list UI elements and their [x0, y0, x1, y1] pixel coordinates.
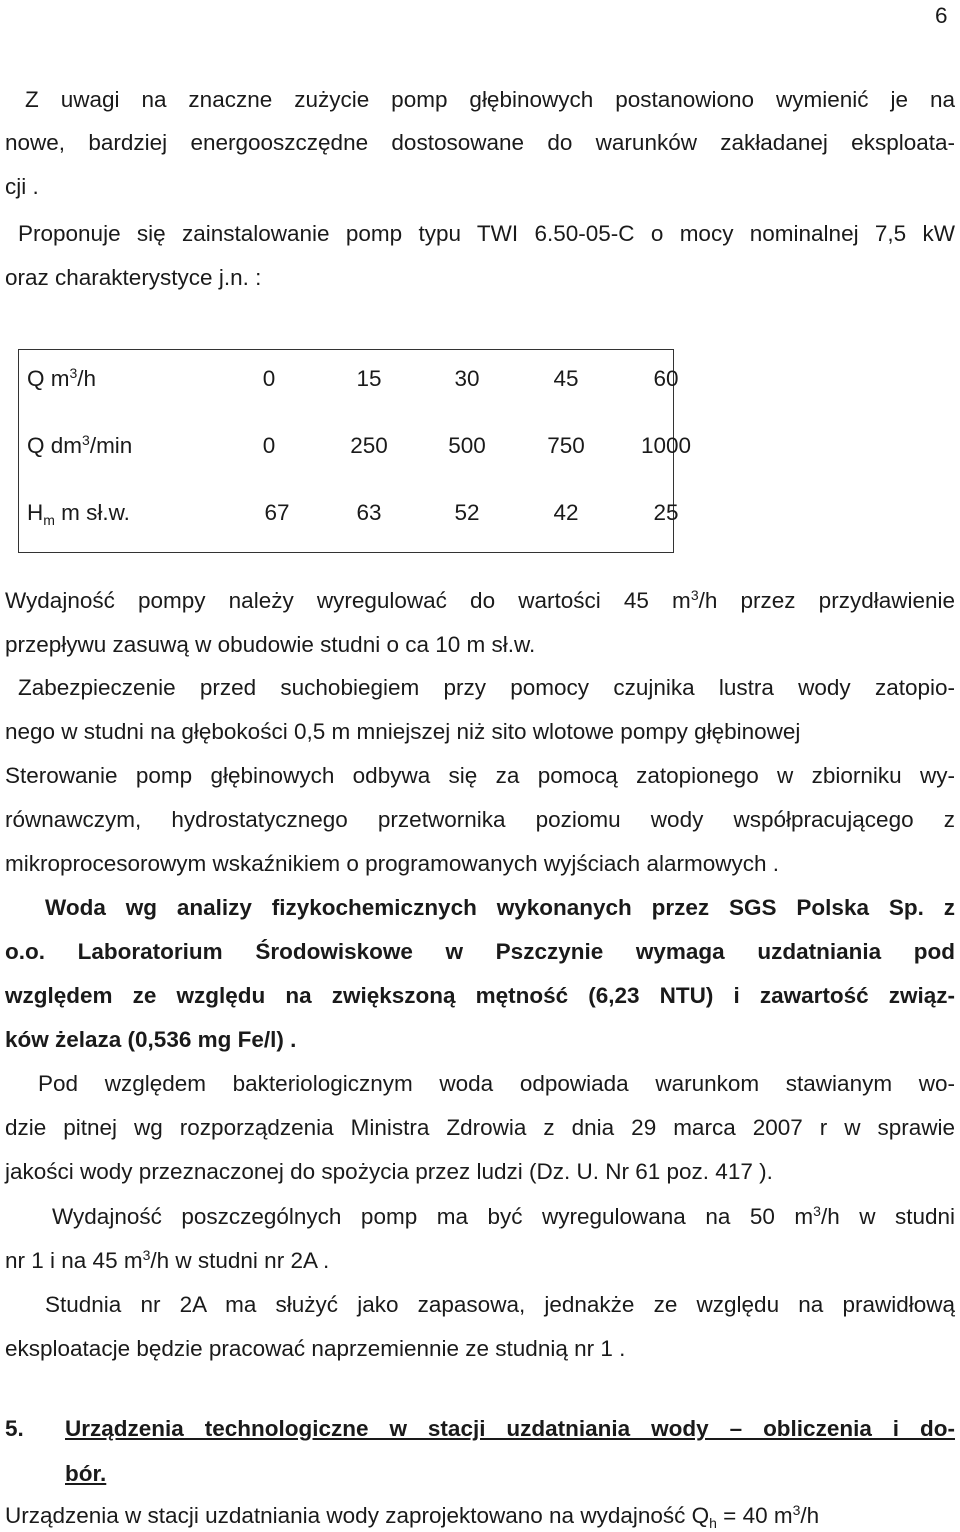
row-label: $H_m$ m sł.w. [27, 500, 130, 528]
table-cell: 45 [553, 366, 579, 391]
table-cell: 42 [553, 500, 579, 525]
table-row [19, 426, 692, 466]
table-cell: 67 [264, 500, 290, 525]
row-label: Q $m^3/h$ [27, 365, 97, 391]
text-line: ków żelaza (0,536 mg Fe/l) . [5, 1027, 297, 1052]
text-line: przepływu zasuwą w obudowie studni o ca 10 m sł.w. [5, 632, 536, 657]
text-line: Zabezpieczenie przed suchobiegiem przy pomocy czujnika lustra wody zatopio- [18, 675, 955, 700]
paragraph-design-capacity: Urządzenia w stacji uzdatniania wody zaprojektowano na wydajność $Q_h = 40$ $m^3/h$ [5, 1502, 820, 1531]
section-title-line: Urządzenia technologiczne w stacji uzdatniania wody – obliczenia i do- [65, 1416, 955, 1441]
text-line: Z uwagi na znaczne zużycie pomp głębinowych postanowiono wymienić je na [25, 87, 955, 112]
text-line: Pod względem bakteriologicznym woda odpowiada warunkom stawianym wo- [38, 1071, 955, 1096]
text-line: Woda wg analizy fizykochemicznych wykonanych przez SGS Polska Sp. z [45, 895, 955, 920]
text-line: cji . [5, 174, 39, 199]
text-line: eksploatacje będzie pracować naprzemiennie ze studnią nr 1 . [5, 1336, 626, 1361]
table-cell: 250 [350, 433, 388, 458]
text-line: względem ze względu na zwiększoną mętność (6,23 NTU) i zawartość związ- [5, 983, 955, 1008]
text-line: Wydajność pompy należy wyregulować do wartości 45 $m^3/h$ przez przydławienie [5, 587, 956, 613]
table-cell: 60 [653, 366, 679, 391]
table-cell: 25 [653, 500, 679, 525]
table-cell: 0 [262, 433, 276, 458]
row-label: Q $dm^3/\min$ [27, 432, 133, 458]
text-line: równawczym, hydrostatycznego przetwornika poziomu wody współpracującego z [5, 807, 955, 832]
text-line: o.o. Laboratorium Środowiskowe w Pszczynie wymaga uzdatniania pod [5, 939, 955, 964]
section-title-line: bór. [65, 1461, 107, 1486]
text-line: Studnia nr 2A ma służyć jako zapasowa, jednakże ze względu na prawidłową [45, 1292, 955, 1317]
table-cell: 500 [448, 433, 486, 458]
text-line: nr 1 i na 45 $m^3/h$ w studni nr 2A . [5, 1247, 330, 1273]
table-cell: 63 [356, 500, 382, 525]
table-cell: 1000 [640, 433, 692, 458]
section-number: 5. [5, 1416, 24, 1441]
table-cell: 30 [454, 366, 480, 391]
text-line: mikroprocesorowym wskaźnikiem o programowanych wyjściach alarmowych . [5, 851, 779, 876]
text-line: Wydajność poszczególnych pomp ma być wyregulowana na 50 $m^3/h$ w studni [52, 1203, 955, 1229]
text-line: Proponuje się zainstalowanie pomp typu TWI 6.50-05-C o mocy nominalnej 7,5 kW [18, 221, 955, 246]
text-line: jakości wody przeznaczonej do spożycia przez ludzi (Dz. U. Nr 61 poz. 417 ). [5, 1159, 773, 1184]
table-cell: 750 [547, 433, 585, 458]
text-line: oraz charakterystyce j.n. : [5, 265, 262, 290]
text-line: Sterowanie pomp głębinowych odbywa się za pomocą zatopionego w zbiorniku wy- [5, 763, 955, 788]
text-line: nowe, bardziej energooszczędne dostosowane do warunków zakładanej eksploata- [5, 130, 955, 155]
text-line: nego w studni na głębokości 0,5 m mniejszej niż sito wlotowe pompy głębinowej [5, 719, 801, 744]
text-line: dzie pitnej wg rozporządzenia Ministra Zdrowia z dnia 29 marca 2007 r w sprawie [5, 1115, 955, 1140]
table-row [19, 493, 679, 533]
table-cell: 0 [262, 366, 276, 391]
table-cell: 15 [356, 366, 382, 391]
table-row [19, 359, 679, 399]
page-number: 6 [935, 3, 948, 28]
pump-characteristics-table [18, 349, 692, 553]
table-cell: 52 [454, 500, 480, 525]
